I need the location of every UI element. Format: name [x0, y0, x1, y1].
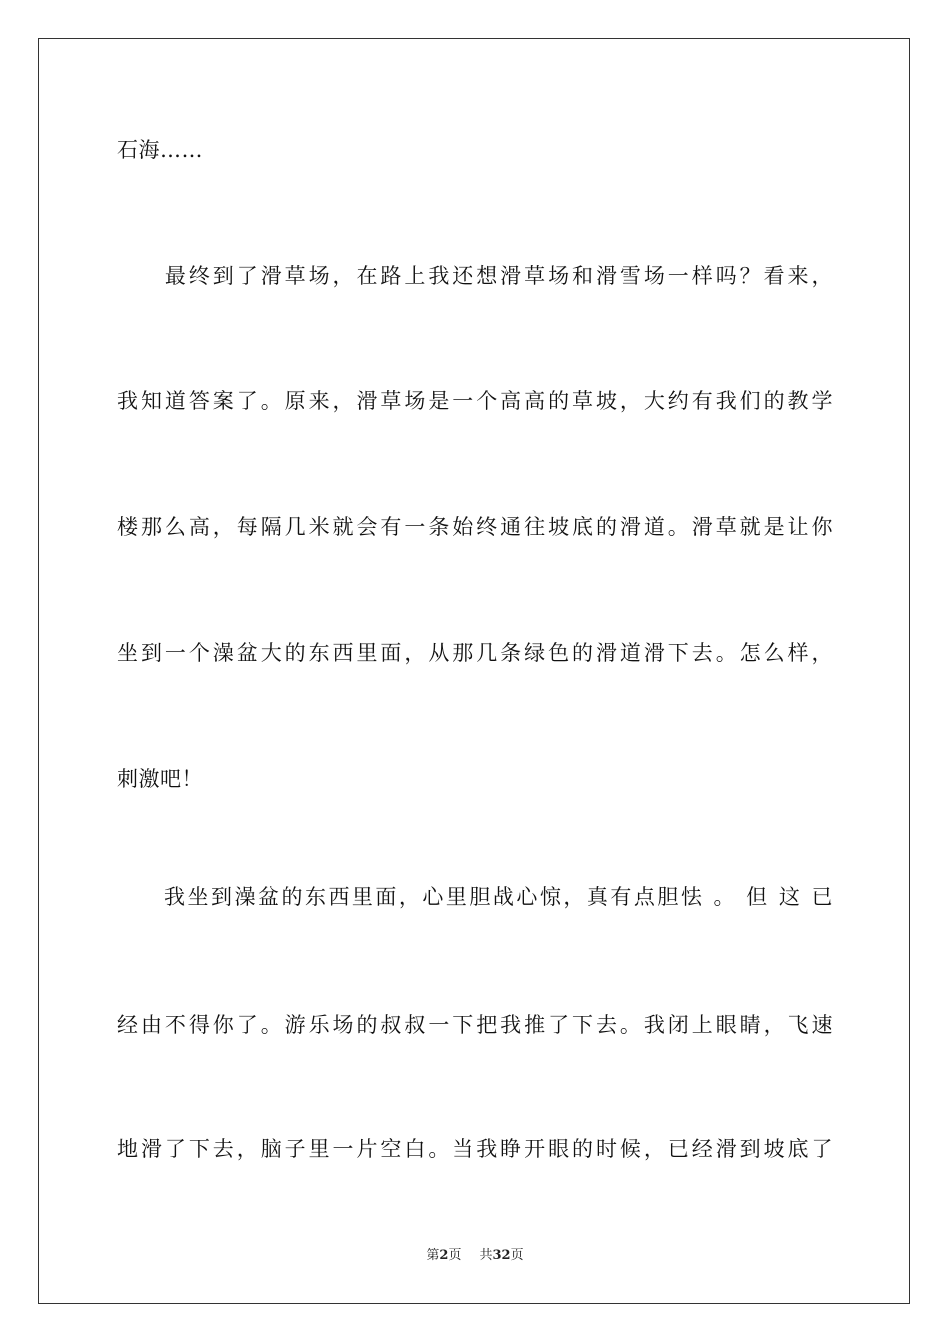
page-suffix: 页: [448, 1248, 462, 1263]
body-line-5: 坐到一个澡盆大的东西里面，从那几条绿色的滑道滑下去。怎么样，: [117, 641, 833, 665]
page-prefix: 第: [426, 1248, 440, 1263]
page-footer: [0, 1248, 950, 1264]
body-line-4: 楼那么高，每隔几米就会有一条始终通往坡底的滑道。滑草就是让你: [117, 515, 833, 539]
body-line-3: 我知道答案了。原来，滑草场是一个高高的草坡，大约有我们的教学: [117, 389, 833, 413]
total-pages: 32: [492, 1248, 511, 1263]
body-line-6: 刺激吧！: [117, 767, 203, 791]
body-line-2: 最终到了滑草场，在路上我还想滑草场和滑雪场一样吗？看来，: [117, 264, 833, 288]
page-border: [38, 38, 910, 1304]
total-suffix: 页: [510, 1248, 524, 1263]
body-line-9: 地滑了下去，脑子里一片空白。当我睁开眼的时候，已经滑到坡底了: [117, 1137, 833, 1161]
body-line-1: 石海……: [117, 138, 203, 162]
body-line-8: 经由不得你了。游乐场的叔叔一下把我推了下去。我闭上眼睛，飞速: [117, 1013, 833, 1037]
total-prefix: 共: [479, 1248, 493, 1263]
page-number: 2: [439, 1248, 449, 1263]
body-line-7: 我坐到澡盆的东西里面，心里胆战心惊，真有点胆怯 。 但 这 已: [117, 885, 833, 909]
